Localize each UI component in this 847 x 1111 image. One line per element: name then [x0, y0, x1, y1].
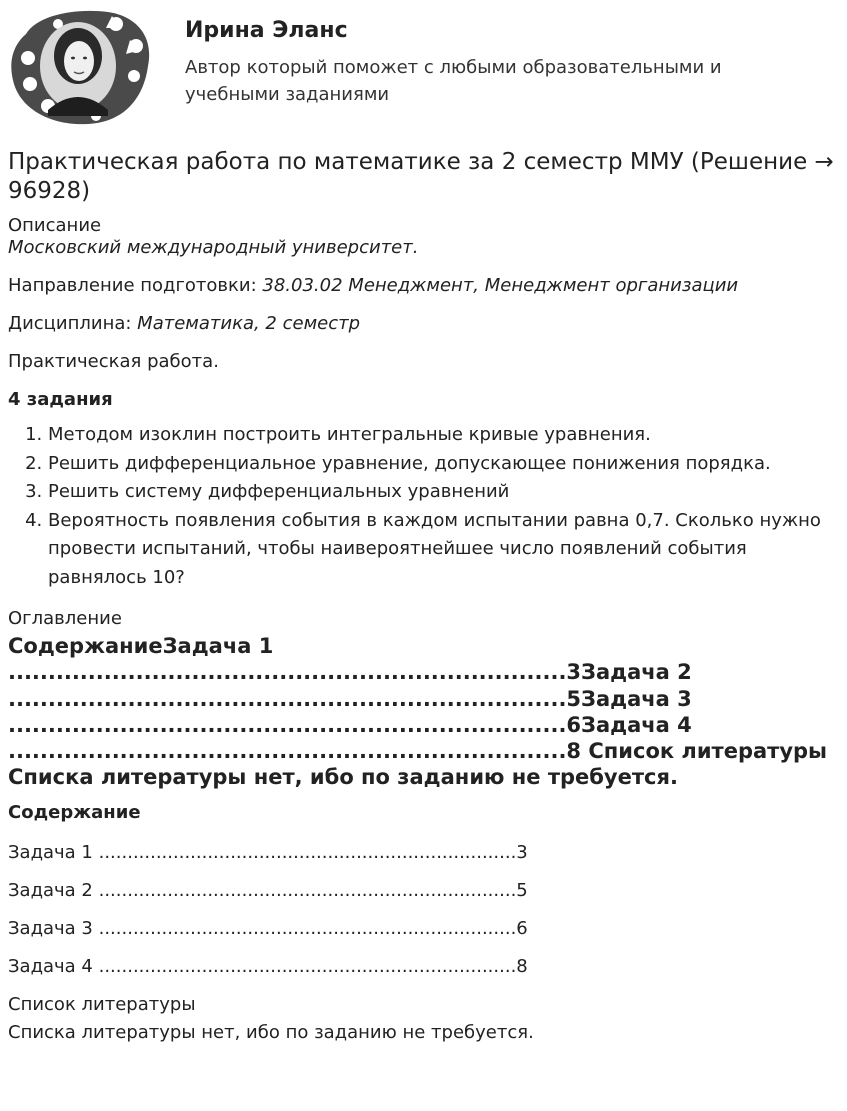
contents-row-page: 8	[516, 955, 528, 977]
toc-merged-part: СодержаниеЗадача 1 ......................................................................3Задача 2 ......................................................................5Задача 3 ......................................................................6Задача 4 ......................................................................8	[8, 634, 692, 764]
contents-row-dots: .........................................................................	[92, 917, 517, 939]
author-name[interactable]: Ирина Эланс	[185, 18, 348, 43]
task-list	[8, 421, 838, 592]
references-heading: Список литературы	[8, 993, 196, 1015]
contents-row-dots: .........................................................................	[92, 955, 517, 977]
work-type: Практическая работа.	[8, 351, 219, 372]
description-label: Описание	[8, 215, 102, 236]
contents-row-label: Задача 2	[8, 879, 93, 901]
list-item: 3. Решить систему дифференциальных уравнений	[48, 478, 838, 507]
contents-list	[8, 842, 838, 978]
university: Московский международный университет.	[8, 237, 419, 258]
direction-label: Направление подготовки:	[8, 275, 263, 296]
contents-row[interactable]	[8, 918, 838, 940]
discipline-value: Математика, 2 семестр	[137, 313, 361, 334]
contents-row[interactable]	[8, 880, 838, 902]
contents-heading: Содержание	[8, 801, 141, 823]
list-item: 4. Вероятность появления события в каждом испытании равна 0,7. Сколько нужно провести испытаний, чтобы наивероятнейшее число появлений события равнялось 10?	[48, 507, 838, 593]
list-item: 1. Методом изоклин построить интегральные кривые уравнения.	[48, 421, 838, 450]
discipline-line	[8, 313, 838, 335]
author-avatar[interactable]	[8, 6, 154, 126]
contents-row-page: 5	[516, 879, 528, 901]
author-card	[8, 6, 838, 130]
contents-row[interactable]	[8, 842, 838, 864]
toc-merged-tail: Список литературы Списка литературы нет, ибо по заданию не требуется.	[8, 739, 828, 790]
contents-row-label: Задача 1	[8, 841, 93, 863]
contents-row-page: 6	[516, 917, 528, 939]
discipline-label: Дисциплина:	[8, 313, 138, 334]
tasks-count: 4 задания	[8, 389, 113, 410]
direction-value: 38.03.02 Менеджмент, Менеджмент организации	[262, 275, 739, 296]
direction-line	[8, 275, 838, 297]
contents-row[interactable]	[8, 956, 838, 978]
contents-row-dots: .........................................................................	[92, 841, 517, 863]
toc-merged-text	[8, 633, 838, 791]
contents-row-label: Задача 3	[8, 917, 93, 939]
contents-row-label: Задача 4	[8, 955, 93, 977]
author-description: Автор который поможет с любыми образовательными и учебными заданиями	[185, 57, 722, 105]
list-item: 2. Решить дифференциальное уравнение, допускающее понижения порядка.	[48, 450, 838, 479]
references-text: Списка литературы нет, ибо по заданию не требуется.	[8, 1021, 534, 1043]
document-body	[8, 148, 838, 1044]
contents-row-page: 3	[516, 841, 528, 863]
toc-label: Оглавление	[8, 608, 122, 629]
contents-row-dots: .........................................................................	[92, 879, 517, 901]
page-title: Практическая работа по математике за 2 семестр ММУ (Решение → 96928)	[8, 149, 834, 204]
